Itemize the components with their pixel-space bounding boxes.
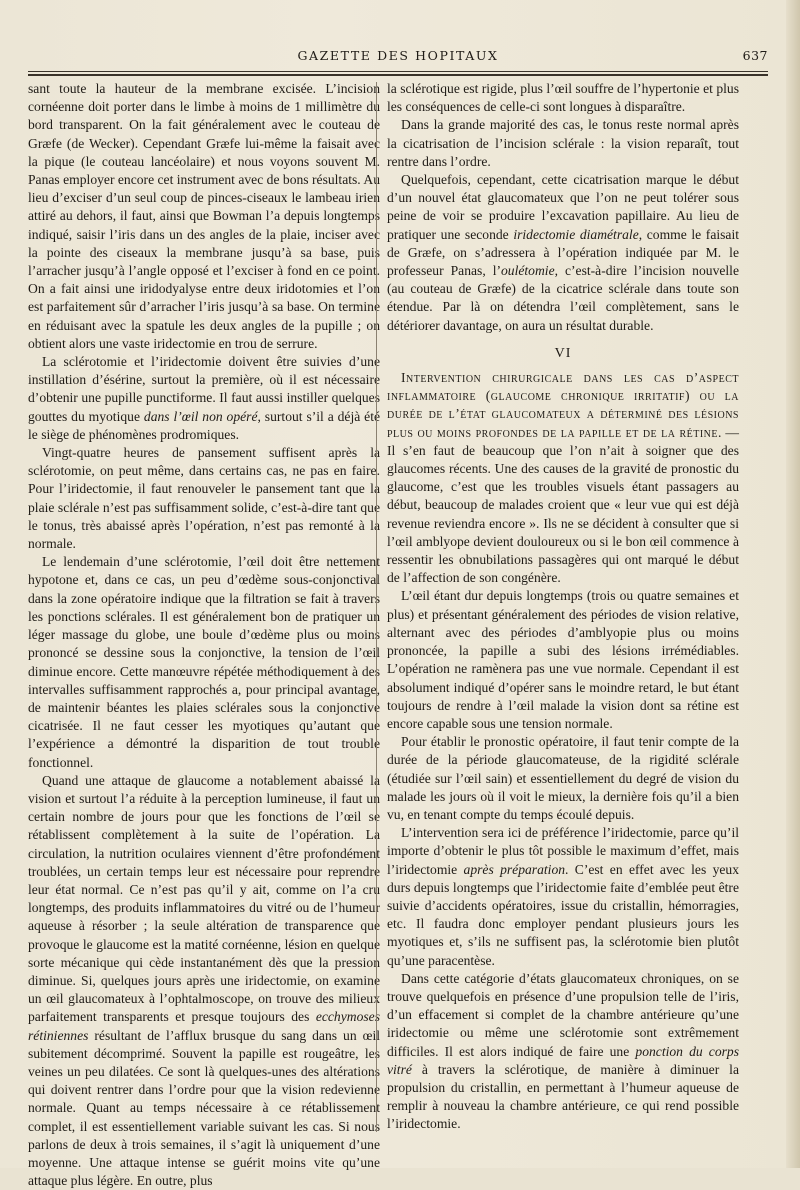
text-run: Quand une attaque de glaucome a notablement abaissé la vision et surtout l’a réduite à la perception lumineuse, il faut un certain nombre de jours pour que les fonctions de l’œil se rétablissent complètement à la suite de l’opération. La circulation, la nutrition oculaires viennent d’être profondément troublées, un certain temps leur est nécessaire pour reprendre leur état normal. Ce n’est pas qu’il y ait, comme on l’a cru longtemps, des produits inflammatoires du vitré ou de l’humeur aqueuse à résorber ; la seule altération de transparence que provoque le glaucome est la matité cornéenne, lésion en quelque sorte mécanique qui cède instantanément dès que la pression diminue. Si, quelques jours après une iridectomie, on examine un œil glaucomateux à l’ophtalmoscope, on trouve des milieux parfaitement transparents et presque toujours des [28,772,380,1025]
paragraph: Dans la grande majorité des cas, le tonus reste normal après la cicatrisation de l’incision sclérale : la vision reparaît, tout rentre dans l’ordre. [387,117,739,169]
text-run: — Il s’en faut de beaucoup que l’on n’ait à soigner que des glaucomes récents. Une des causes de la gravité de pronostic du glaucome, c’est que les troubles visuels étant passagers au début, beaucoup de malades croient que « leur vue qui est déjà revenue reviendra encore ». Ils ne se décident à consulter que si l’œil amblyope devient douloureux ou si le bon œil commence à ressentir les obnubilations passagères qui ont marqué le début de l’affection de son congénère. [387,424,739,586]
emphasis: ponction du corps vitré [387,1043,740,1077]
paragraph [28,353,380,444]
emphasis: ecchymoses rétiniennes [28,1009,380,1043]
emphasis: oulétomie [501,263,555,279]
text-run: résultant de l’afflux brusque du sang dans un œil subitement décomprimé. Souvent la papille est rougeâtre, les veines un peu dilatées. Ce sont là quelques-unes des altérations qui doivent rentrer dans l’ordre pour que la vision redevienne normale. Quant au temps nécessaire à ce rétablissement complet, il est essentiellement variable suivant les cas. Si nous parlons de deux à trois semaines, il s’agit là uniquement d’une moyenne. Une attaque intense se guérit moins vite qu’une attaque plus légère. En outre, plus [28,1027,380,1189]
left-column [28,80,381,1189]
paragraph [387,824,739,970]
page-edge [786,0,800,1168]
paragraph [28,772,380,1190]
text-run: L’intervention sera ici de préférence l’iridectomie, parce qu’il importe d’obtenir le plus tôt possible le maximum d’effet, mais l’iridectomie [387,825,739,877]
paragraph: Pour établir le pronostic opératoire, il faut tenir compte de la durée de la période glaucomateuse, de la rigidité sclérale (étudiée sur l’œil sain) et essentiellement du degré de vision du malade les jours où il voit le mieux, la dernière fois qu’il a bien vu, en tenant compte du temps écoulé depuis. [387,734,739,822]
text-run: La sclérotomie et l’iridectomie doivent être suivies d’une instillation d’ésérine, surtout la première, où il est nécessaire d’obtenir une pupille punctiforme. Il faut aussi instiller quelques gouttes du myotique [28,354,380,424]
text-run: Dans cette catégorie d’états glaucomateux chroniques, on se trouve quelquefois en présence d’une propulsion telle de l’iris, d’un effacement si complet de la chambre antérieure qu’une iridectomie ou même une sclérotomie sont extrêmement difficiles. Il est alors indiqué de faire une [387,970,739,1059]
text-run: . C’est en effet avec les yeux durs depuis longtemps que l’iridectomie faite d’emblée peut être suivie d’accidents opératoires, issue du cristallin, hémorragies, etc. Il faudra donc employer pendant plusieurs jours les myotiques et, s’ils ne suffisent pas, la sclérotomie bien plutôt qu’une paracentèse. [387,861,739,968]
running-header [28,48,768,66]
emphasis: après préparation [463,861,566,877]
paragraph: sant toute la hauteur de la membrane excisée. L’incision cornéenne doit porter dans le limbe à moins de 1 millimètre du bord transparent. On la fait généralement avec le couteau de Græfe (de Wecker). Cependant Græfe lui-même la faisait avec la pique (le couteau lancéolaire) et nous voyons souvent M. Panas employer encore cet instrument avec de bons résultats. Au lieu d’exciser d’un seul coup de pinces-ciseaux le lambeau irien attiré au dehors, il faut, ainsi que Bowman l’a depuis longtemps indiqué, saisir l’iris dans un des angles de la plaie, inciser avec la pointe des ciseaux la membrane jusqu’à sa base, puis l’arracher jusqu’à l’angle opposé et l’exciser à fond en ce point. On a fait ainsi une iridodyalyse entre deux iridotomies et l’on est parfaitement sûr d’arracher l’iris jusqu’à sa base. On termine en réduisant avec la spatule les deux angles de la pupille ; on obtient alors une vaste iridectomie en trou de serrure. [28,81,380,351]
column-divider [376,82,377,1132]
emphasis: dans l’œil non opéré [143,408,258,424]
paragraph [387,369,739,587]
text-run: , surtout s’il a déjà été le siège de phénomènes prodromiques. [28,408,381,442]
paragraph [387,970,739,1134]
section-number: VI [554,345,572,361]
header-rule-thin [28,71,768,72]
paragraph: Le lendemain d’une sclérotomie, l’œil doit être nettement hypotone et, dans ce cas, un peu d’œdème sous-conjonctival dans la zone opératoire indique que la filtration se fait à travers les ponctions sclérales. Il est généralement bon de pratiquer un léger massage du globe, une boule d’œdème plus ou moins prononcé se dessine sous la conjonctive, la tension de l’œil diminue encore. Cette manœuvre répétée méthodiquement à des intervalles suffisamment rapprochés a, pour principal avantage, de maintenir béantes les plaies sclérales sous la conjonctive cicatrisée. Il ne faut cesser les myotiques qu’autant que l’expérience a démontré la disparition de tout trouble fonctionnel. [28,554,380,770]
journal-title: GAZETTE DES HOPITAUX [297,48,499,63]
header-rule-thick [28,74,768,76]
paragraph: L’œil étant dur depuis longtemps (trois ou quatre semaines et plus) et présentant généralement des périodes de vision relative, alternant avec des périodes d’amblyopie plus ou moins prononcée, la papille a subi des lésions irrémédiables. L’opération ne ramènera pas une vue normale. Cependant il est absolument indiqué d’opérer sans le moindre retard, le but étant toujours de rendre à l’œil malade la vision dont sa rétine est encore capable sous une tension normale. [387,588,739,731]
paragraph: la sclérotique est rigide, plus l’œil souffre de l’hypertonie et plus les conséquences de celle-ci sont longues à disparaître. [387,81,739,115]
section-heading: Intervention chirurgicale dans les cas d’aspect inflammatoire (glaucome chronique irritatif) ou la durée de l’état glaucomateux a déterminé des lésions plus ou moins profondes de la papille et de la rétine. [387,370,739,440]
text-run: Quelquefois, cependant, cette cicatrisation marque le début d’un nouvel état glaucomateux que l’on ne peut tolérer sous peine de voir se produire l’excavation papillaire. Au lieu de pratiquer une seconde [387,172,739,242]
emphasis: iridectomie diamétrale [513,226,639,242]
text-run: , comme le faisait de Græfe, on s’adressera à l’opération indiquée par M. le professeur Panas, l’ [387,226,740,279]
paragraph [387,171,739,335]
text-run: à travers la sclérotique, de manière à diminuer la propulsion du cristallin, en permettant à l’humeur aqueuse de remplir à nouveau la chambre antérieure, ce qui rend possible l’iridectomie. [387,1061,739,1132]
paragraph: Vingt-quatre heures de pansement suffisent après la sclérotomie, on peut même, dans certains cas, ne pas en faire. Pour l’iridectomie, il faut renouveler le pansement tant que la plaie sclérale n’est pas suffisamment solide, c’est-à-dire tant que le tonus, très abaissé après l’opération, n’est pas remonté à la normale. [28,445,380,552]
page-number: 637 [742,48,768,63]
right-column [387,80,739,1140]
text-run: , c’est-à-dire l’incision nouvelle (au couteau de Græfe) de la cicatrice sclérale dans toute son étendue. Par là on détendra l’œil complètement, sans le détériorer davantage, on aura un résultat durable. [387,263,739,333]
